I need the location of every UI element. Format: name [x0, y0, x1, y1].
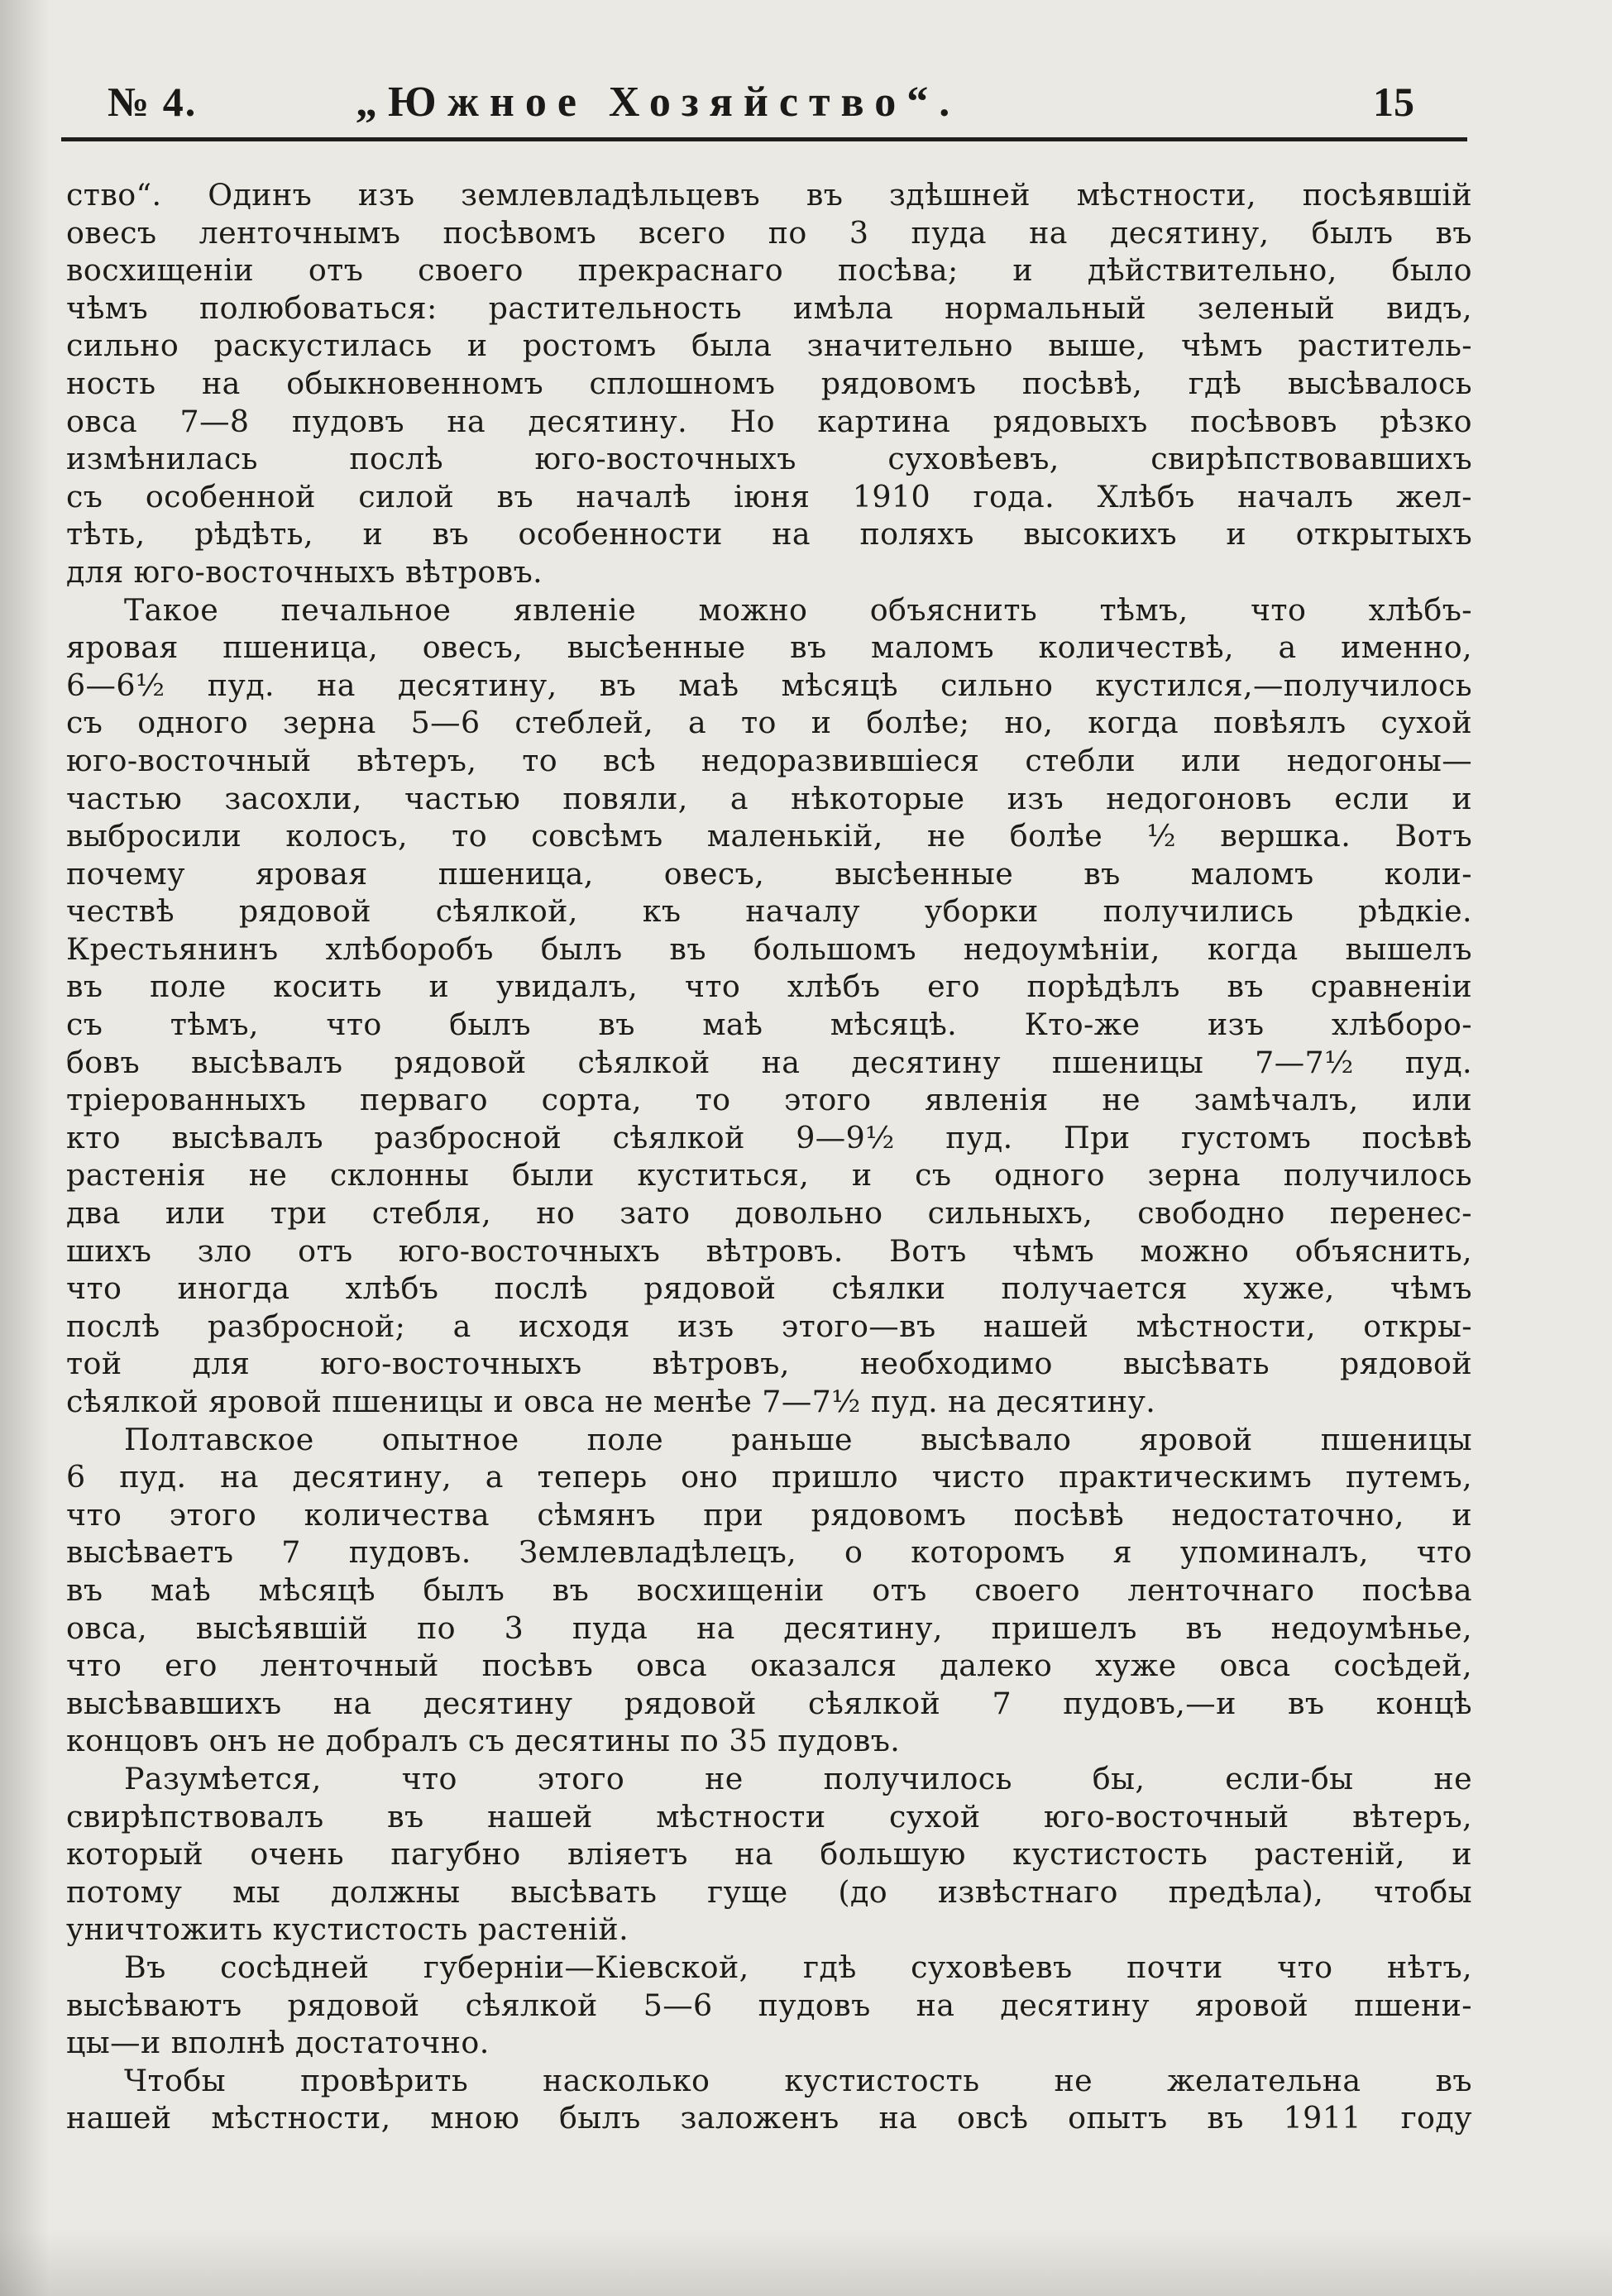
text-line: Въ сосѣдней губерніи—Кіевской, гдѣ суховѣевъ почти что нѣтъ,: [124, 1949, 1472, 1985]
text-line: для юго-восточныхъ вѣтровъ.: [66, 553, 543, 590]
text-line: цы—и вполнѣ достаточно.: [66, 2025, 490, 2061]
text-line: что иногда хлѣбъ послѣ рядовой сѣялки получается хуже, чѣмъ: [66, 1270, 1472, 1307]
text-line: съ особенной силой въ началѣ іюня 1910 года. Хлѣбъ началъ жел-: [66, 478, 1472, 514]
text-line: 6 пуд. на десятину, а теперь оно пришло чисто практическимъ путемъ,: [66, 1459, 1472, 1495]
text-line: юго-восточный вѣтеръ, то всѣ недоразвившіеся стебли или недогоны—: [66, 742, 1472, 778]
text-line: послѣ разбросной; а исходя изъ этого—въ нашей мѣстности, откры-: [66, 1308, 1472, 1344]
text-line: что этого количества сѣмянъ при рядовомъ посѣвѣ недостаточно, и: [66, 1496, 1472, 1533]
text-line: два или три стебля, но зато довольно сильныхъ, свободно перенес-: [66, 1195, 1472, 1232]
text-line: съ тѣмъ, что былъ въ маѣ мѣсяцѣ. Кто-же изъ хлѣборо-: [66, 1007, 1472, 1043]
text-line: въ маѣ мѣсяцѣ былъ въ восхищеніи отъ своего ленточнаго посѣва: [66, 1571, 1472, 1608]
text-line: высѣваютъ рядовой сѣялкой 5—6 пудовъ на десятину яровой пшени-: [66, 1987, 1472, 2023]
text-line: въ поле косить и увидалъ, что хлѣбъ его порѣдѣлъ въ сравненіи: [66, 969, 1472, 1005]
text-line: высѣваетъ 7 пудовъ. Землевладѣлецъ, о которомъ я упоминалъ, что: [66, 1534, 1472, 1571]
text-line: что его ленточный посѣвъ овса оказался далеко хуже овса сосѣдей,: [66, 1648, 1472, 1684]
text-line: шихъ зло отъ юго-восточныхъ вѣтровъ. Вотъ чѣмъ можно объяснить,: [66, 1232, 1472, 1269]
text-line: частью засохли, частью повяли, а нѣкоторые изъ недогоновъ если и: [66, 780, 1472, 816]
text-line: ство“. Одинъ изъ землевладѣльцевъ въ здѣшней мѣстности, посѣявшій: [66, 177, 1472, 213]
text-line: почему яровая пшеница, овесъ, высѣенные въ маломъ коли-: [66, 855, 1472, 892]
text-line: ность на обыкновенномъ сплошномъ рядовомъ посѣвѣ, гдѣ высѣвалось: [66, 365, 1472, 401]
article-body: [66, 176, 1472, 2137]
text-line: свирѣпствовалъ въ нашей мѣстности сухой юго-восточный вѣтеръ,: [66, 1798, 1472, 1834]
text-line: тріерованныхъ перваго сорта, то этого явленія не замѣчалъ, или: [66, 1082, 1472, 1118]
text-line: сѣялкой яровой пшеницы и овса не менѣе 7—7½ пуд. на десятину.: [66, 1384, 1156, 1419]
text-line: выбросили колосъ, то совсѣмъ маленькій, не болѣе ½ вершка. Вотъ: [66, 818, 1472, 854]
text-line: чѣмъ полюбоваться: растительность имѣла нормальный зеленый видъ,: [66, 289, 1472, 326]
text-line: овса 7—8 пудовъ на десятину. Но картина рядовыхъ посѣвовъ рѣзко: [66, 403, 1472, 439]
text-line: концовъ онъ не добралъ съ десятины по 35 пудовъ.: [66, 1723, 901, 1759]
text-line: Полтавское опытное поле раньше высѣвало яровой пшеницы: [124, 1421, 1472, 1457]
running-header: [108, 78, 1414, 132]
text-line: Чтобы провѣрить насколько кустистость не желательна въ: [124, 2062, 1472, 2098]
text-line: той для юго-восточныхъ вѣтровъ, необходимо высѣвать рядовой: [66, 1346, 1472, 1382]
page-bottom-shadow: [0, 2230, 1612, 2296]
text-line: который очень пагубно вліяетъ на большую кустистость растеній, и: [66, 1836, 1472, 1873]
text-line: 6—6½ пуд. на десятину, въ маѣ мѣсяцѣ сильно кустился,—получилось: [66, 667, 1472, 703]
text-line: восхищеніи отъ своего прекраснаго посѣва; и дѣйствительно, было: [66, 252, 1472, 289]
text-line: измѣнилась послѣ юго-восточныхъ суховѣевъ, свирѣпствовавшихъ: [66, 441, 1472, 477]
page-edge-shadow: [0, 0, 50, 2296]
text-line: кто высѣвалъ разбросной сѣялкой 9—9½ пуд. При густомъ посѣвѣ: [66, 1119, 1472, 1155]
text-line: бовъ высѣвалъ рядовой сѣялкой на десятину пшеницы 7—7½ пуд.: [66, 1044, 1472, 1080]
text-line: овса, высѣявшій по 3 пуда на десятину, пришелъ въ недоумѣнье,: [66, 1610, 1472, 1646]
issue-number: № 4.: [108, 79, 198, 125]
text-line: тѣть, рѣдѣть, и въ особенности на поляхъ высокихъ и открытыхъ: [66, 516, 1472, 552]
header-rule: [61, 137, 1467, 141]
text-line: нашей мѣстности, мною былъ заложенъ на овсѣ опытъ въ 1911 году: [66, 2100, 1472, 2136]
text-line: яровая пшеница, овесъ, высѣенные въ маломъ количествѣ, а именно,: [66, 629, 1472, 666]
journal-title: „Южное Хозяйство“.: [356, 79, 961, 126]
text-line: съ одного зерна 5—6 стеблей, а то и болѣе; но, когда повѣялъ сухой: [66, 705, 1472, 741]
text-line: высѣвавшихъ на десятину рядовой сѣялкой 7 пудовъ,—и въ концѣ: [66, 1685, 1472, 1721]
text-line: растенія не склонны были куститься, и съ одного зерна получилось: [66, 1157, 1472, 1193]
text-line: Крестьянинъ хлѣборобъ былъ въ большомъ недоумѣніи, когда вышелъ: [66, 930, 1472, 967]
text-line: потому мы должны высѣвать гуще (до извѣстнаго предѣла), чтобы: [66, 1873, 1472, 1910]
text-line: сильно раскустилась и ростомъ была значительно выше, чѣмъ раститель-: [66, 328, 1472, 364]
page-number: 15: [1373, 79, 1414, 125]
text-line: Такое печальное явленіе можно объяснить тѣмъ, что хлѣбъ-: [124, 591, 1472, 628]
text-line: Разумѣется, что этого не получилось бы, если-бы не: [124, 1760, 1472, 1796]
text-line: овесъ ленточнымъ посѣвомъ всего по 3 пуда на десятину, былъ въ: [66, 214, 1472, 251]
text-line: уничтожить кустистость растеній.: [66, 1911, 629, 1948]
text-line: чествѣ рядовой сѣялкой, къ началу уборки получились рѣдкіе.: [66, 893, 1472, 930]
